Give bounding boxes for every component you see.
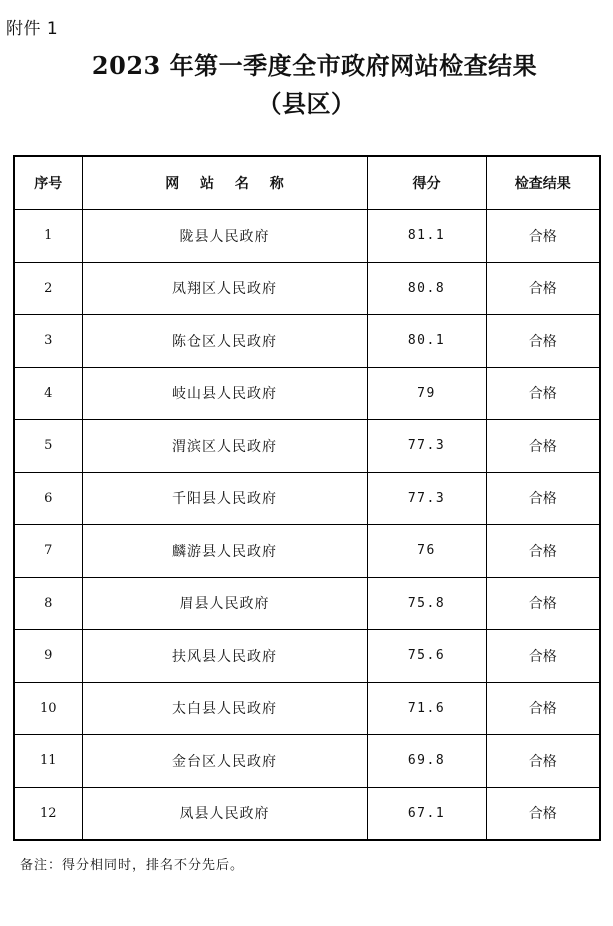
row-index: 7 (14, 525, 82, 578)
row-site-name: 渭滨区人民政府 (82, 420, 367, 473)
row-index: 3 (14, 315, 82, 368)
row-score: 76 (367, 525, 486, 578)
row-index: 5 (14, 420, 82, 473)
footnote: 备注：得分相同时，排名不分先后。 (20, 858, 245, 873)
table-row (14, 735, 600, 788)
row-result: 合格 (486, 682, 600, 735)
row-score: 81.1 (367, 210, 486, 263)
row-site-name: 眉县人民政府 (82, 577, 367, 630)
table-row (14, 577, 600, 630)
row-score: 77.3 (367, 420, 486, 473)
row-score: 69.8 (367, 735, 486, 788)
document-subtitle: （县区） (257, 89, 356, 118)
row-index: 6 (14, 472, 82, 525)
table-row (14, 420, 600, 473)
row-score: 71.6 (367, 682, 486, 735)
header-index: 序号 (14, 156, 82, 210)
row-site-name: 凤县人民政府 (82, 787, 367, 840)
row-site-name: 千阳县人民政府 (82, 472, 367, 525)
row-site-name: 金台区人民政府 (82, 735, 367, 788)
row-score: 79 (367, 367, 486, 420)
table-row (14, 682, 600, 735)
row-index: 1 (14, 210, 82, 263)
row-index: 9 (14, 630, 82, 683)
row-result: 合格 (486, 420, 600, 473)
row-result: 合格 (486, 262, 600, 315)
row-result: 合格 (486, 367, 600, 420)
row-result: 合格 (486, 735, 600, 788)
row-site-name: 扶风县人民政府 (82, 630, 367, 683)
row-score: 77.3 (367, 472, 486, 525)
document-title: 2023 年第一季度全市政府网站检查结果 (91, 51, 538, 80)
row-index: 2 (14, 262, 82, 315)
row-score: 80.1 (367, 315, 486, 368)
row-site-name: 凤翔区人民政府 (82, 262, 367, 315)
row-index: 10 (14, 682, 82, 735)
row-result: 合格 (486, 315, 600, 368)
row-result: 合格 (486, 472, 600, 525)
table-row (14, 787, 600, 840)
row-result: 合格 (486, 630, 600, 683)
row-result: 合格 (486, 210, 600, 263)
table-header-row (14, 156, 600, 210)
row-site-name: 岐山县人民政府 (82, 367, 367, 420)
table-row (14, 315, 600, 368)
attachment-label: 附件 1 (6, 19, 59, 39)
row-score: 67.1 (367, 787, 486, 840)
table-row (14, 472, 600, 525)
row-index: 4 (14, 367, 82, 420)
row-site-name: 麟游县人民政府 (82, 525, 367, 578)
header-site-name: 网 站 名 称 (82, 156, 367, 210)
row-score: 80.8 (367, 262, 486, 315)
row-result: 合格 (486, 787, 600, 840)
row-index: 8 (14, 577, 82, 630)
row-index: 11 (14, 735, 82, 788)
row-result: 合格 (486, 577, 600, 630)
row-score: 75.6 (367, 630, 486, 683)
table-row (14, 525, 600, 578)
table-row (14, 367, 600, 420)
table-row (14, 210, 600, 263)
results-table (13, 155, 601, 841)
table-row (14, 262, 600, 315)
table-row (14, 630, 600, 683)
row-site-name: 陇县人民政府 (82, 210, 367, 263)
header-score: 得分 (367, 156, 486, 210)
header-result: 检查结果 (486, 156, 600, 210)
row-result: 合格 (486, 525, 600, 578)
row-score: 75.8 (367, 577, 486, 630)
row-site-name: 太白县人民政府 (82, 682, 367, 735)
row-index: 12 (14, 787, 82, 840)
row-site-name: 陈仓区人民政府 (82, 315, 367, 368)
